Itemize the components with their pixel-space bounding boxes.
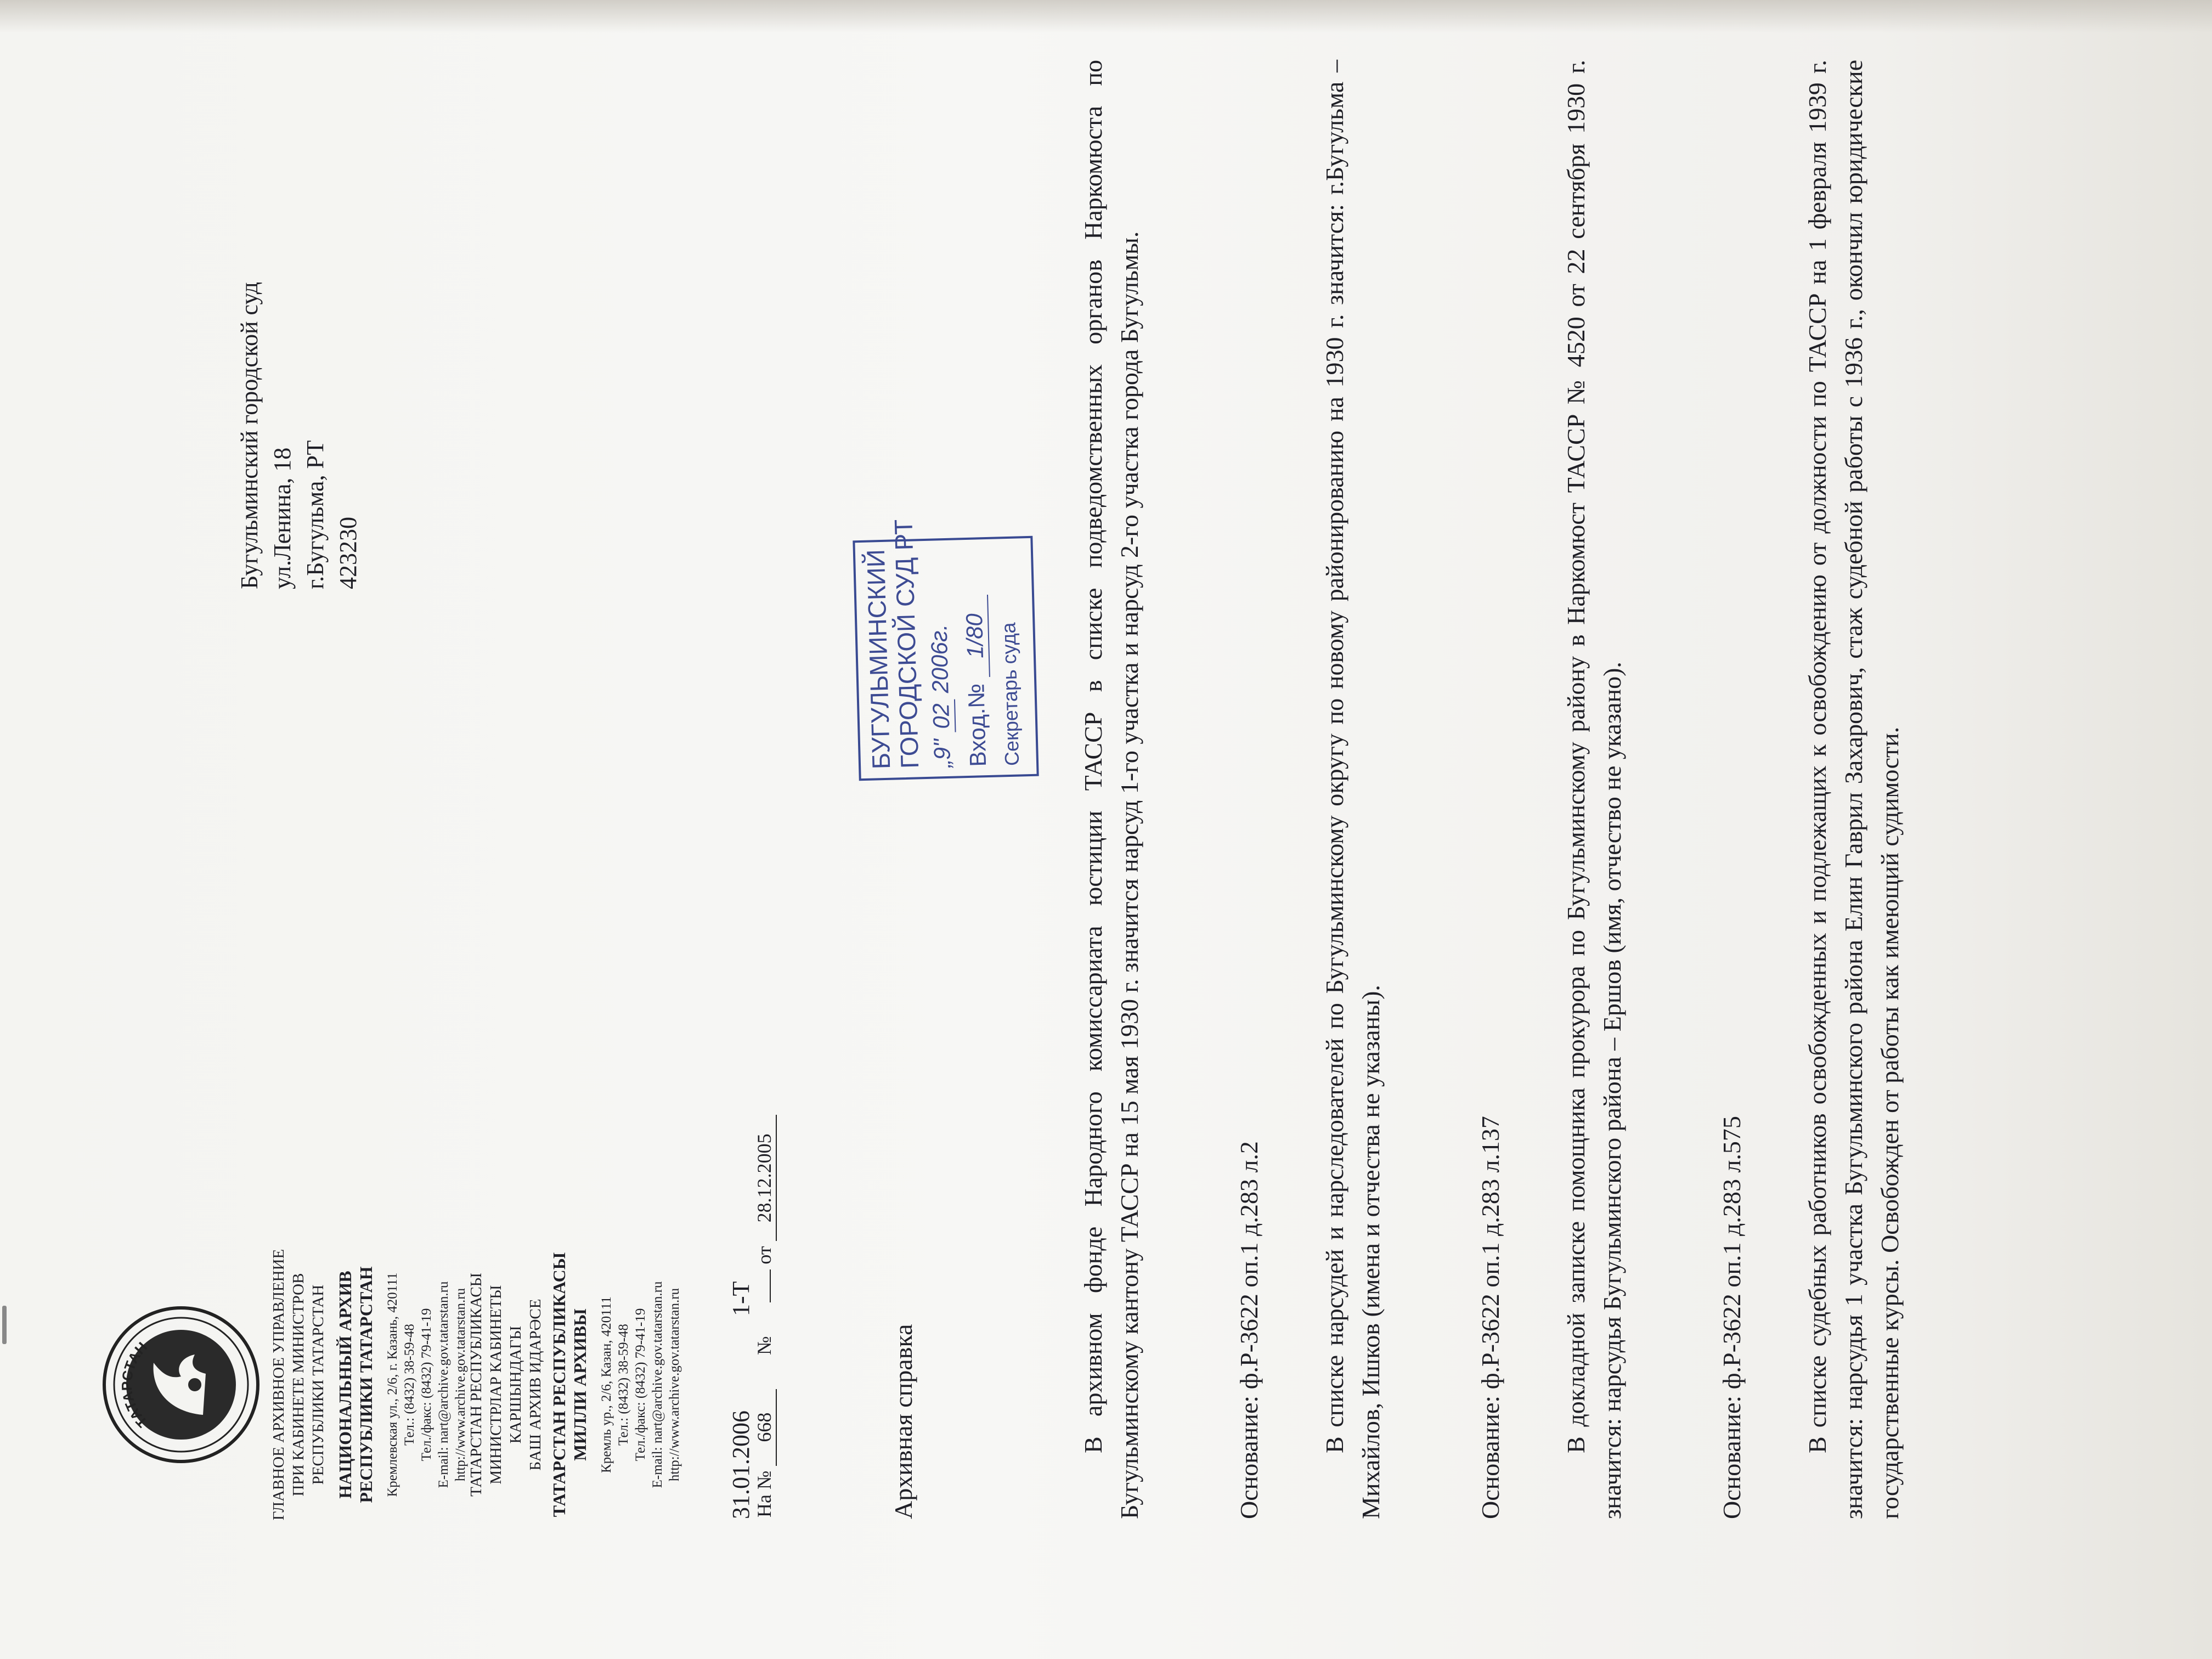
stamp-line1: БУГУЛЬМИНСКИЙ (861, 549, 896, 770)
paragraph-1: В архивном фонде Народного комиссариата юстиции ТАССР в списке подведомственных органов Наркомюста по Бугульминскому кантону ТАССР на 15 мая 1930 г. значится нарсуд 1-го участка и нарсуд 2-го участка города Бугульмы. (1079, 60, 1143, 1519)
addressee-block (233, 282, 365, 589)
addressee-city: г.Бугульма, РТ (302, 440, 329, 589)
stamp-line2: ГОРОДСКОЙ СУД РТ (889, 518, 924, 769)
archive-contacts-ru: Кремлевская ул., 2/6, г. Казань, 420111 Тел.: (8432) 38-59-48 Тел./факс: (8432) 79-41-19 E-mail: nart@archive.gov.tatarstan.ru http://www.archive.gov.tatarstan.ru (385, 1272, 468, 1497)
outgoing-number: 1-Т (727, 1281, 754, 1316)
addressee-postcode: 423230 (335, 517, 362, 589)
basis-1: Основание: ф.Р-3622 оп.1 д.283 л.2 (1235, 1141, 1263, 1519)
paragraph-2: В списке нарсудей и нарследователей по Бугульминскому округу по новому районированию на 1930 г. значится: г.Бугульма – Михайлов, Ишков (имена и отчества не указаны). (1321, 60, 1385, 1519)
on-number-label: На № (753, 1470, 775, 1517)
basis-3: Основание: ф.Р-3622 оп.1 д.283 л.575 (1718, 1116, 1746, 1519)
agency-name-tt: ТАТАРСТАН РЕСПУБЛИКАСЫ МИНИСТРЛАР КАБИНЕТЫ КАРШЫНДАГЫ БАШ АРХИВ ИДАРӘСЕ (467, 1273, 544, 1497)
stamp-date: „9" 02 2006г. (926, 624, 956, 768)
paragraph-3: В докладной записке помощника прокурора по Бугульминскому району в Наркомюст ТАССР № 4520 от 22 сентября 1930 г. значится: нарсудья Бугульминского района – Ершов (имя, отчество не указано). (1562, 60, 1626, 1519)
agency-name-ru: ГЛАВНОЕ АРХИВНОЕ УПРАВЛЕНИЕ ПРИ КАБИНЕТЕ МИНИСТРОВ РЕСПУБЛИКИ ТАТАРСТАН (270, 1249, 327, 1521)
basis-2: Основание: ф.Р-3622 оп.1 д.283 л.137 (1476, 1116, 1504, 1519)
outgoing-date: 31.01.2006 (727, 1410, 754, 1519)
stamp-secretary: Секретарь суда (997, 622, 1024, 766)
tatarstan-emblem-icon (99, 1302, 263, 1467)
stamp-entry: Вход.№ 1/80 (961, 595, 992, 768)
archive-name-tt: ТАТАРСТАН РЕСПУБЛИКАСЫ МИЛЛИ АРХИВЫ (549, 1252, 590, 1517)
paragraph-4: В списке судебных работников освобожденных и подлежащих к освобождению от должности по ТАССР на 1 февраля 1939 г. значится: нарсудья 1 участка Бугульминского района Елин Гаврил Захарович, стаж судебной работы с 1936 г., окончил юридические государственные курсы. Освобожден от работы как имеющий судимости. (1803, 60, 1904, 1519)
archive-contacts-tt: Кремль ур., 2/6, Казан, 420111 Тел.: (8432) 38-59-48 Тел./факс: (8432) 79-41-19 E-mail: nart@archive.gov.tatarstan.ru http://www.archive.gov.tatarstan.ru (599, 1281, 682, 1488)
archive-name-ru: НАЦИОНАЛЬНЫЙ АРХИВ РЕСПУБЛИКИ ТАТАРСТАН (335, 1266, 376, 1503)
addressee-name: Бугульминский городской суд (236, 281, 263, 589)
emblem-label: ТАТАРСТАН (118, 1339, 151, 1431)
from-date-value: 28.12.2005 (753, 1115, 777, 1241)
document-type: Архивная справка (889, 1324, 917, 1519)
outgoing-date-line (727, 1281, 755, 1519)
court-entry-stamp (853, 518, 1039, 781)
registration-line (753, 1115, 777, 1517)
from-label: от (753, 1246, 775, 1265)
on-number-value: 668 (753, 1389, 777, 1466)
number-sign: № (753, 1336, 775, 1355)
addressee-street: ул.Ленина, 18 (269, 447, 296, 589)
